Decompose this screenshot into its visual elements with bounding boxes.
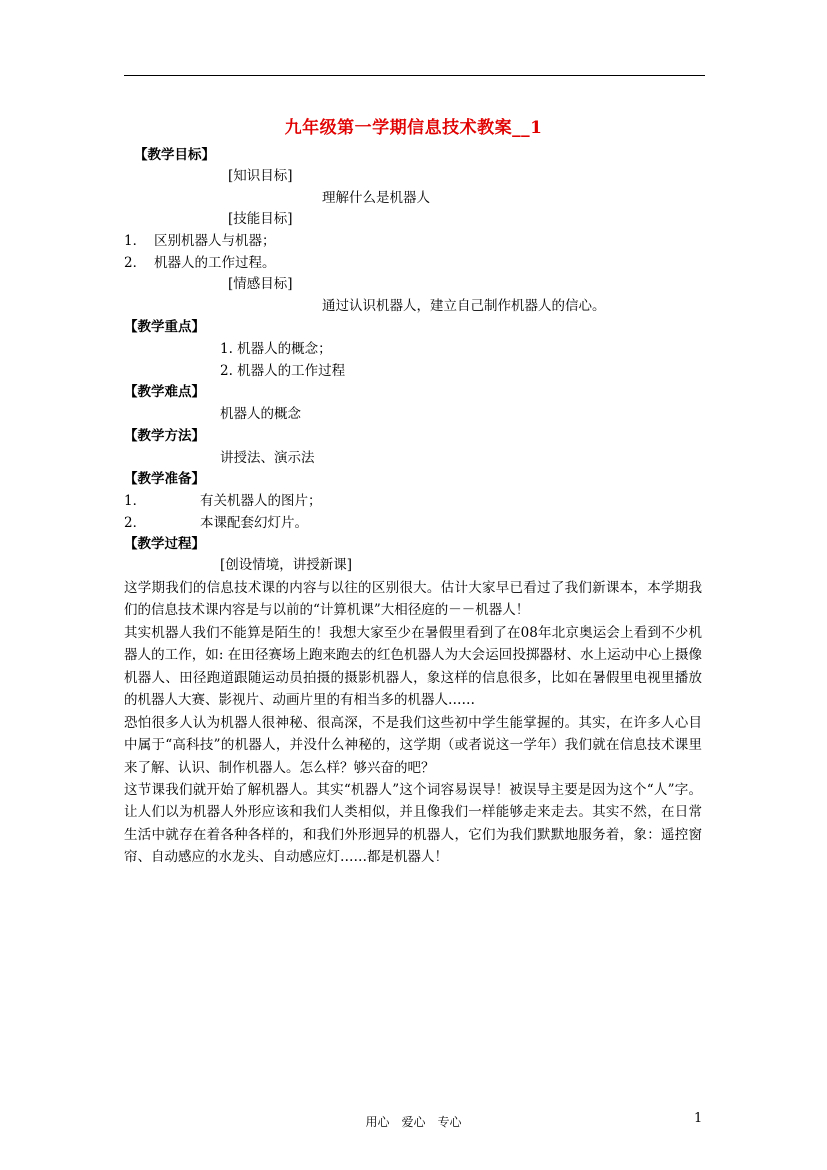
- page-footer: 用心 爱心 专心: [365, 1115, 462, 1129]
- body-paragraph-2: 其实机器人我们不能算是陌生的！我想大家至少在暑假里看到了在08年北京奥运会上看到不少机器人的工作，如: 在田径赛场上跑来跑去的红色机器人为大会运回投掷器材、水上运动中心上摄像机器人、田径跑道跟随运动员拍摄的摄影机器人，象这样的信息很多，比如在暑假里电视里播放的机器人大赛、影视片、动画片里的有相当多的机器人……: [124, 625, 702, 708]
- skill-item-1-number: 1．: [124, 233, 147, 249]
- prep-heading: 【教学准备】: [124, 471, 205, 487]
- knowledge-heading: [知识目标]: [228, 168, 293, 184]
- body-paragraph-4: 这节课我们就开始了解机器人。其实“机器人”这个词容易误导！被误导主要是因为这个“人”字。让人们以为机器人外形应该和我们人类相似，并且像我们一样能够走来走去。其实不然，在日常生活中就存在着各种各样的，和我们外形迥异的机器人，它们为我们默默地服务着，象：遥控窗帘、自动感应的水龙头、自动感应灯……都是机器人！: [124, 782, 702, 865]
- difficulty-text: 机器人的概念: [220, 406, 301, 422]
- method-heading: 【教学方法】: [124, 428, 205, 444]
- skill-item-1: 区别机器人与机器；: [154, 233, 276, 249]
- emotion-text: 通过认识机器人，建立自己制作机器人的信心。: [322, 298, 606, 314]
- method-text: 讲授法、演示法: [220, 450, 315, 466]
- body-paragraph-3: 恐怕很多人认为机器人很神秘、很高深，不是我们这些初中学生能掌握的。其实，在许多人心目中属于“高科技”的机器人，并没什么神秘的，这学期（或者说这一学年）我们就在信息技术课里来了解、认识、制作机器人。怎么样？够兴奋的吧？: [124, 715, 702, 776]
- prep-item-2-number: 2．: [124, 515, 147, 531]
- difficulty-heading: 【教学难点】: [124, 384, 205, 400]
- key-points-heading: 【教学重点】: [124, 319, 205, 335]
- process-subheading: [创设情境，讲授新课]: [220, 557, 353, 573]
- skill-item-2: 机器人的工作过程。: [154, 255, 276, 271]
- skill-heading: [技能目标]: [228, 211, 293, 227]
- body-paragraph-1: 这学期我们的信息技术课的内容与以往的区别很大。估计大家早已看过了我们新课本，本学期我们的信息技术课内容是与以前的“计算机课”大相径庭的－－机器人！: [124, 580, 702, 619]
- prep-item-2: 本课配套幻灯片。: [200, 515, 308, 531]
- skill-item-2-number: 2．: [124, 255, 147, 271]
- goal-heading: 【教学目标】: [134, 147, 215, 163]
- knowledge-text: 理解什么是机器人: [322, 190, 430, 206]
- page-number: 1: [694, 1111, 703, 1126]
- header-rule: [124, 75, 705, 76]
- emotion-heading: [情感目标]: [228, 276, 293, 292]
- key-point-1: 1. 机器人的概念；: [220, 341, 332, 357]
- key-point-2: 2. 机器人的工作过程: [220, 363, 346, 379]
- process-heading: 【教学过程】: [124, 536, 205, 552]
- prep-item-1: 有关机器人的图片；: [200, 493, 322, 509]
- prep-item-1-number: 1．: [124, 493, 147, 509]
- document-title: 九年级第一学期信息技术教案__1: [284, 118, 543, 138]
